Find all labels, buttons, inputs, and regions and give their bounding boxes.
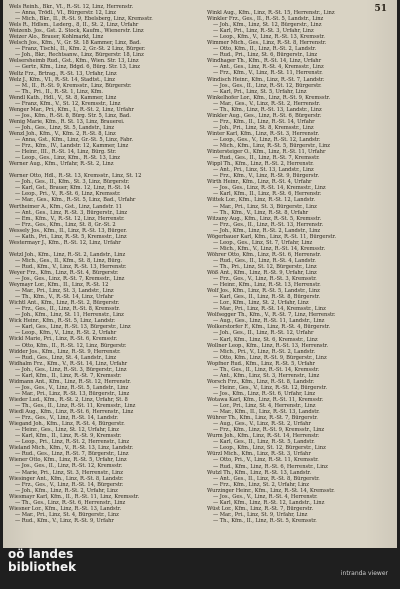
directory-entry: Wiener Otto, Kfm., Linz, R.-St. 5, Urfahr, Linz	[9, 457, 127, 464]
directory-entry: — Frz., Ges., Kfm., Linz, St. 8, Gr.-St. 2	[15, 221, 116, 228]
directory-entry: — Ant., Kfm., Linz, St. 3, Herrenstr., Linz	[213, 372, 320, 379]
directory-entry: — Frz., Ges., V., Linz, R.-St. 14, Bürgerstr.	[15, 481, 124, 488]
directory-entry: Wögerbauer Karl, Kfm., Linz, R.-St. 11, Bürgerstr.	[207, 233, 336, 240]
directory-entry: — Rud., Ges., Linz, R.-St. 7, Bürgerstr., Linz	[15, 451, 129, 458]
directory-entry: — Leop., Ges., Linz, Kfm., R.-St. 13, Linz	[15, 155, 120, 162]
directory-entry: — Heinr., Ges., Linz, St. 12, Urfahr, Linz	[15, 427, 119, 434]
directory-entry: Wührer Th., Kfm., Linz, R.-St. 7, Bürgerstr.	[207, 415, 318, 422]
directory-entry: — Frz., Kfm., V., Linz, R.-St. 9, Bürgerstr.	[213, 173, 319, 180]
directory-entry: Wöß Ant., Kfm., Linz, R.-St. 9, Urfahr, Linz	[207, 270, 317, 277]
directory-entry: Welz J., Kfm., VI., R.-St. 14, Stadtst., Linz	[9, 76, 115, 83]
directory-entry: Winkler Frz., Ges., II., R.-St. 5, Landstr., Linz	[207, 16, 324, 23]
directory-entry: Wutzl Th., Kfm., Linz, R.-St. 13, Landstr.	[207, 469, 312, 476]
directory-entry: — Otto, Kfm., II., R.-St. 12, Linz, Bürgerstr.	[15, 342, 127, 349]
directory-entry: — Mich., Pri., V., Linz, R.-St. 2, Landstr.	[213, 348, 316, 355]
directory-entry: — Rud., Ges., Linz, St. 4, Landstr., Linz	[15, 354, 117, 361]
directory-entry: — Jos., Ges., II., Linz, R.-St. 12, Bürgerstr.	[213, 82, 322, 89]
directory-entry: Wüst Lor., Kfm., Linz, R.-St. 7, Bürgerstr.	[207, 505, 313, 512]
directory-entry: — Joh., Pri., Linz, St. 8, Kremsstr., Linz	[213, 124, 314, 131]
directory-entry: — Frz., Kfm., V., Linz, R.-St. 11, Herrenstr.	[213, 70, 323, 77]
directory-entry: Winkler Aug., Ges., Linz, R.-St. 6, Bürgerstr.	[207, 112, 322, 119]
directory-entry: — Heinr., Ges., V., Linz, R.-St. 12, Bürgerstr.	[213, 384, 327, 391]
directory-entry: — Karl, Ges., II., Linz, R.-St. 5, Landstr.	[213, 439, 315, 446]
directory-entry: — Th., Kfm., II., Linz, R.-St. 5, Kremsstr.	[213, 517, 317, 524]
directory-entry: — Th., Ges., Linz, R.-St. 6, Herrenstr., Linz	[15, 499, 126, 506]
directory-entry: — Otto, Kfm., Linz, R.-St. 9, Bürgerstr., Linz	[213, 354, 327, 361]
directory-entry: — Karl, Kfm., Linz, St. 6, Kremsstr., Linz	[213, 336, 318, 343]
directory-entry: Wiegand Joh., Kfm., Linz, R.-St. 4, Bürgerstr.	[9, 421, 125, 428]
directory-entry: — Frz., Ges., V., Linz, R.-St. 14, Landstr.	[15, 415, 119, 422]
directory-entry: — Jos., Ges., V., Linz, R.-St. 4, Herrenstr.	[213, 493, 318, 500]
directory-entry: Weymayr Lor., Kfm., II., Linz, R.-St. 12	[9, 282, 109, 289]
directory-entry: Windisch Heinr., Kfm., Linz, R.-St. 7, Landstr.	[207, 76, 325, 83]
directory-entry: Wöhrer Otto, Kfm., Linz, R.-St. 6, Herrenstr.	[207, 251, 321, 258]
directory-entry: — Mar., Ges., Kfm., R.-St. 5, Linz, Bad., Urfahr	[15, 197, 136, 204]
directory-entry: Wotawa Karl, Kfm., Linz, R.-St. 11, Kremsstr.	[207, 397, 324, 403]
directory-entry: — Joh., Ges., Linz, R.-St. 3, Bürgerstr., Linz	[15, 366, 127, 373]
directory-entry: — Th., Kfm., Linz, R.-St. 13, Landstr., Linz	[213, 106, 322, 113]
directory-entry: Wittek Lor., Kfm., Linz, R.-St. 12, Landstr.	[207, 197, 315, 204]
directory-entry: Wickl Marie, Pri., Linz, R.-St. 6, Kremsstr.	[9, 336, 118, 343]
logo-line-2: bibliothek	[8, 560, 77, 574]
directory-entry: — Frz., Ges., V., Linz, R.-St. 3, Kremsstr.	[213, 276, 317, 283]
directory-entry: Wick Heinr., Kfm., R.-St. 5, Linz, Landstr.	[9, 318, 116, 325]
directory-entry: — Mar., Pri., Linz, St. 3, Landstr., Linz	[15, 288, 114, 295]
directory-entry: — Otto, Pri., V., Linz, R.-St. 11, Kremsstr.	[213, 457, 319, 464]
directory-entry: Wurzinger Heinr., Kfm., Linz, R.-St. 14, Kremsstr.	[207, 487, 335, 494]
logo-line-1: oö landes	[8, 547, 74, 561]
directory-entry: — Ant., Ges., Linz, R.-St. 3, Bürgerstr., Linz	[15, 209, 128, 216]
directory-entry: — Leop., Kfm., V., Linz, R.-St. 13, Kremsstr.	[213, 34, 325, 41]
directory-entry: — Mich., Bkr., II., R.-St. 9, Ebelsberg, Linz, Kremsstr.	[15, 16, 153, 23]
directory-entry: Weizenb. Jos., Gst. 2. Stock, Kaufm., Wienerstr. Linz	[9, 28, 144, 35]
directory-entry: — Rud., Pri., Linz, St. 6, Bürgerstr., Linz	[213, 52, 318, 59]
directory-entry: Windhager Th., Kfm., R.-St. 14, Linz, Urfahr	[207, 58, 322, 65]
directory-entry: Widder Jos., Kfm., Linz, R.-St. 9, Herrenstr.	[9, 348, 121, 355]
directory-entry: Werner Aug., Kfm., Urfahr, R.-St. 2, Linz	[9, 161, 114, 168]
directory-entry: — Leop., Ges., Linz, St. 7, Urfahr, Linz	[213, 239, 313, 246]
directory-entry: — Joh., Kfm., Linz, R.-St. 2, Landstr., Linz	[213, 227, 321, 234]
directory-entry: — Mar., Pri., Linz, St. 9, Urfahr, Linz	[213, 511, 308, 518]
directory-entry: — Joh., Bkr., Rechtsanw., Linz, Bürgerstr. 18, Linz	[15, 52, 144, 59]
directory-entry: Widmann Ant., Kfm., Linz, R.-St. 12, Herrenstr.	[9, 378, 131, 385]
directory-entry: — Frz., Kfm., Linz, St. 2, Urfahr, Linz	[213, 481, 309, 488]
directory-entry: — Rud., Kfm., V., Linz, R.-St. 13, Herrenstr.	[15, 263, 127, 270]
directory-entry: — Rud., Kfm., V., Linz, R.-St. 9, Urfahr	[15, 517, 114, 524]
directory-entry: Wopfner Rud., Kfm., Linz, R.-St. 5, Urfahr	[207, 360, 315, 367]
directory-entry: — Jos., Ges., V., Linz, R.-St. 5, Landstr., Linz	[15, 384, 129, 391]
directory-entry: — Karl, Kfm., II., Linz, R.-St. 9, Kremsstr.	[15, 433, 122, 440]
directory-entry: — Joh., Ges., II., Linz, R.-St. 12, Urfahr	[213, 330, 314, 337]
directory-entry: — Th., Ges., II., Linz, R.-St. 14, Kremsstr.	[213, 366, 320, 373]
directory-entry: — Lor., Pri., Linz, St. 4, Herrenstr., Linz	[213, 403, 316, 410]
directory-entry: — Ant., Pri., Linz, St. 13, Landstr., Linz	[213, 167, 314, 174]
directory-entry: Wiesmayr Karl, Kfm., II., R.-St. 11, Linz, Kremsstr.	[9, 493, 140, 500]
directory-entry: — Mar., Pri., Linz, R.-St. 13, Bürgerstr., Linz	[15, 390, 130, 397]
directory-entry: — Joh., Ges., Linz, St. 5, Landstr., Linz	[15, 124, 115, 131]
directory-entry: — Joh., Kfm., Linz, St. 12, Bürgerstr., Linz	[213, 22, 322, 29]
directory-entry: — Leop., Pri., Linz, R.-St. 2, Herrenstr., Linz	[15, 439, 130, 446]
directory-entry: — Karl, Kfm., II., Linz, R.-St. 7, Kremsstr.	[15, 372, 122, 379]
scanned-page	[3, 0, 397, 548]
directory-entry: Winkelhofer Lor., Kfm., Linz, R.-St. 9, Kremsstr.	[207, 94, 330, 101]
directory-entry: Wimmer Mich., Ges., Linz, R.-St. 8, Herrenstr.	[207, 40, 327, 47]
directory-entry: Welsersheimb Rud., Gst., Kfm., Wien. Str. 13, Linz	[9, 58, 139, 65]
directory-entry: — Th., Ges., II., Linz, R.-St. 11, Kremsstr., Linz	[15, 403, 136, 409]
directory-entry: Wiedl Aug., Kfm., Linz, R.-St. 6, Herrenstr., Linz	[9, 409, 134, 416]
directory-entry: Worsch Frz., Kfm., Linz, R.-St. 8, Landstr.	[207, 378, 315, 385]
directory-entry: — Joh., Ges., II., Kfm., St. 3, Linz, Bürgerstr.	[15, 179, 130, 186]
directory-entry: — Leop., Pri., V., R.-St. 6, Linz, Kremsstr.	[15, 191, 121, 198]
directory-entry: — Frz., Kfm., II., Linz, R.-St. 14, Urfahr	[213, 118, 315, 125]
left-column	[9, 4, 195, 542]
directory-entry: Wertheimer A., Kfm., Gst., Linz, Landstr. 11	[9, 203, 122, 210]
directory-entry: Wieder Lud., Kfm., R.-St. 2, Linz, Urfahr, St. 8	[9, 396, 128, 403]
directory-entry: Wessely Jos., Kfm., II., Linz, R.-St. 13, Bürger.	[9, 227, 127, 234]
directory-entry: — Franz, Tischl., II., Kfm. 2, Gr.-St. 2 Linz, Bürger.	[15, 46, 146, 53]
directory-entry: — Leop., Kfm., V., Linz, R.-St. 2, Urfahr	[15, 330, 117, 337]
directory-entry: Wolkerstorfer F., Kfm., Linz, R.-St. 4, Bürgerstr.	[207, 324, 330, 331]
directory-entry: Wippl Th., Kfm., Linz, R.-St. 2, Herrenstr.	[207, 161, 314, 168]
right-column	[207, 10, 393, 542]
directory-entry: — Mich., Kfm., V., Linz, R.-St. 14, Kremsstr.	[213, 245, 326, 252]
directory-entry: — Jos., Kfm., Linz, R.-St. 6, Urfahr, Linz	[213, 390, 316, 397]
directory-entry: — Karl, Gst., Brauer, Kfm. 12, Linz, R.-St. 14	[15, 185, 131, 192]
directory-entry: — Karl, Pri., Linz, R.-St. 3, Urfahr, Linz	[213, 28, 314, 35]
directory-entry: — Leop., Kfm., Linz, St. 12, Bürgerstr., Linz	[213, 445, 326, 452]
directory-entry: — Marie, Pri., Linz, St. 3, Herrenstr., Linz	[15, 469, 123, 476]
directory-entry: — Mar., Ges., V., Linz, R.-St. 2, Herrenstr.	[213, 100, 321, 107]
directory-entry: — Mar., Pri., Linz, St. 4, Bürgerstr., Linz	[15, 511, 119, 518]
directory-entry: — Jos., Ges., Linz, R.-St. 14, Kremsstr., Linz	[213, 185, 326, 192]
directory-entry: — Karl, Pri., Linz, St. 5, Urfahr, Linz	[213, 88, 307, 95]
directory-entry: — Joh., Kfm., Linz, St. 11, Herrenstr., Linz	[15, 312, 124, 319]
directory-entry: — Joh., Kfm., Linz, R.-St. 2, Urfahr, Linz	[15, 487, 118, 494]
directory-entry: Wetzl Joh., Kfm., Linz, R.-St. 2, Landstr., Linz	[9, 251, 126, 258]
directory-entry: — Jos., Ges., II., Linz, R.-St. 12, Kremsstr.	[15, 463, 123, 470]
directory-entry: Wendl Kath., Hdl., V., St. 8, Kammer, Linz	[9, 94, 117, 101]
directory-entry: — Rud., Kfm., Linz, R.-St. 6, Herrenstr., Linz	[213, 463, 328, 470]
directory-entry: — Kath., Pri., Linz, R.-St. 5, Kremsstr., Linz	[15, 233, 127, 240]
directory-entry: — Karl, Ges., II., Linz, R.-St. 8, Bürgerstr.	[213, 294, 320, 301]
directory-entry: Wenger Mar., Pri., Kfm., I., R.-St. 2, Linz, Urfahr	[9, 106, 134, 113]
directory-entry: Wichtl Ant., Kfm., Linz, R.-St. 2, Bürgerstr.	[9, 300, 120, 307]
directory-entry: — Mar., Pri., Linz, R.-St. 14, Kremsstr., Linz	[213, 306, 326, 313]
directory-entry: Wiesner Lor., Kfm., Linz, R.-St. 13, Landstr.	[9, 505, 122, 512]
directory-entry: Witzany Aug., Kfm., Linz, R.-St. 5, Kremsstr.	[207, 215, 322, 222]
directory-entry: Würzl Mich., Kfm., Linz, R.-St. 3, Urfahr	[207, 451, 311, 458]
directory-entry: Wollner Leop., Kfm., Linz, R.-St. 13, Herrenstr.	[207, 342, 329, 349]
directory-entry: — M., II., R.-St. 9, Kremsstr., Linz, Bürgerstr.	[15, 82, 132, 89]
directory-entry: Weizer Alo., Brauer, Kohlmarkt, Linz	[9, 34, 104, 41]
directory-entry: Wintersteiger O., Kfm., Linz, R.-St. 11, Urfahr	[207, 149, 326, 156]
directory-entry: — Heinr., III., R.-St. 14, Linz, Bürg. Str.	[15, 149, 117, 156]
directory-entry: — Gertr., Kfm., Linz, Bdgd. 6, Bürg. Str. 13, Linz	[15, 64, 140, 71]
directory-entry: Winkl Aug., Kfm., Linz, R.-St. 15, Herrenstr., Linz	[207, 10, 335, 16]
library-logo[interactable]	[8, 548, 76, 574]
directory-entry: — Mar., Pri., Linz, St. 3, Bürgerstr., Linz	[213, 203, 317, 210]
directory-entry: — Otto, Kfm., II., Linz, R.-St. 2, Landstr.	[213, 46, 317, 53]
directory-entry: — Ant., Ges., Linz, R.-St. 4, Kremsstr., Linz	[213, 64, 324, 71]
directory-entry: Welsch Jos., Kfm., V., Gr. St. 18 Kammer, Linz, Bad.	[9, 40, 141, 47]
directory-entry: Werner Otto, Hdl., R.-St. 13, Kremsstr., Linz, St. 12	[9, 173, 142, 180]
directory-entry: Wolfsegger Th., Kfm., V., R.-St. 7, Linz, Herrenstr.	[207, 312, 336, 319]
directory-entry: — Lor., Kfm., Linz, St. 2, Urfahr, Linz	[213, 300, 309, 307]
directory-entry: Wirth Heinr., Kfm., Linz, R.-St. 4, Urfahr	[207, 179, 312, 186]
directory-entry: Wieland Mich., Kfm., V., R.-St. 13, Linz, Landstr.	[9, 445, 134, 452]
directory-entry: — Aug., Ges., V., Linz, R.-St. 2, Urfahr	[213, 421, 311, 428]
directory-entry: — Mar., Kfm., II., Linz, R.-St. 13, Landstr.	[213, 409, 320, 416]
directory-entry: — Th., Pri., II., R.-St. 1, Linz, Kfm.	[15, 88, 103, 95]
directory-entry: — Jos., Ges., Linz, R.-St. 7, Kremsstr., Linz	[15, 276, 125, 283]
directory-entry: — Rud., Ges., II., Linz, R.-St. 4, Landstr.	[213, 257, 316, 264]
directory-entry: Wurm Joh., Kfm., Linz, R.-St. 14, Herrenstr.	[207, 433, 320, 440]
directory-entry: Widhalm Frz., Kfm., V., R.-St. 14, Linz, Urfahr	[9, 360, 128, 367]
directory-entry: Wels R., Hdlsm., Lederg., 8, II., St. 2, Linz, Urfahr	[9, 22, 139, 29]
directory-entry: Wenig Marie, Kfm., R. St. 13, Linz, Brauerei.	[9, 118, 125, 125]
directory-entry: — Frz., Kfm., IV., Landstr. 12, Kammer, Linz	[15, 143, 129, 150]
directory-entry: Weltz Frz., Brtrag., R.-St. 13, Urfahr, Linz	[9, 70, 117, 77]
directory-entry: — Heinr., Kfm., Linz, R.-St. 13, Herrenstr.	[213, 282, 321, 289]
directory-entry: — Th., Kfm., V., R.-St. 14, Linz, Urfahr	[15, 294, 114, 301]
directory-entry: — Frz., Ges., II., Linz, R.-St. 8, Kremsstr.	[15, 306, 120, 313]
directory-entry: Wiesinger Ant., Kfm., Linz, R.-St. 8, Landstr.	[9, 475, 124, 482]
directory-entry: — Jos., Kfm., R.-St. 8, Bürg. Str. 5, Linz, Bad.	[15, 112, 131, 119]
page-number: 51	[374, 4, 387, 14]
directory-entry: — Karl, Kfm., II., Linz, R.-St. 6, Herrenstr.	[213, 191, 322, 198]
directory-entry: — Rud., Ges., II., Linz, R.-St. 7, Kremsstr.	[213, 155, 320, 162]
directory-entry: Wolf Jos., Kfm., Linz, R.-St. 5, Landstr., Linz	[207, 288, 320, 295]
directory-entry: — Frz., Ges., II., Linz, R.-St. 13, Herrenstr.	[213, 221, 324, 228]
viewer-label[interactable]: intranda viewer	[340, 570, 388, 577]
directory-entry: — Mich., Kfm., Linz, R.-St. 5, Bürgerstr., Linz	[213, 143, 330, 150]
directory-entry: — Aug., Ges., Linz, R.-St. 11, Landstr., Linz	[213, 318, 325, 325]
directory-entry: — Th., Pri., Linz, St. 12, Bürgerstr., Linz	[213, 263, 317, 270]
directory-entry: Winter Karl, Kfm., Linz, R.-St. 3, Herrenstr.	[207, 130, 319, 137]
directory-entry: — Anna, Trödl., VI., Bürgerstr. 12, Linz	[15, 10, 116, 17]
directory-entry: Westermayr J., Kfm., R.-St. 12, Linz, Urfahr	[9, 239, 121, 246]
directory-entry: — Mich., Ges., II., Kfm., St. 8, Linz, Bürg.	[15, 257, 122, 264]
directory-entry: — Franz, Kfm., V., St. 12, Kremsstr., Linz	[15, 100, 121, 107]
directory-entry: Wels Reinh., Bkr., VI., R.-St. 12, Linz, Herrenstr.	[9, 4, 134, 10]
directory-entry: — Leop., Ges., V., Linz, R.-St. 12, Landstr.	[213, 136, 321, 143]
directory-entry: Weyer Frz., Kfm., Linz, R.-St. 4, Bürgerstr.	[9, 269, 119, 276]
directory-entry: — Em., Kfm., V., R.-St. 12, Linz, Herrenstr.	[15, 215, 125, 222]
directory-entry: — Ant., Ges., II., Linz, R.-St. 8, Bürgerstr.	[213, 475, 320, 482]
directory-entry: — Frz., Kfm., Linz, R.-St. 9, Kremsstr., Linz	[213, 427, 325, 434]
directory-entry: — Th., Kfm., V., Linz, R.-St. 8, Urfahr	[213, 209, 309, 216]
directory-entry: Wenzl Joh., Kfm., V., Kfm. 2, R.-St. 8, Linz	[9, 130, 116, 137]
directory-entry: — Anna, Gst., Kfm., Linz, Gr.-St. 5, Linz, Fabr.	[15, 137, 133, 144]
directory-entry: — Karl, Kfm., Linz, R.-St. 12, Landstr., Linz	[213, 499, 325, 506]
directory-entry: — Karl, Ges., Linz, R.-St. 13, Bürgerstr., Linz	[15, 324, 131, 331]
